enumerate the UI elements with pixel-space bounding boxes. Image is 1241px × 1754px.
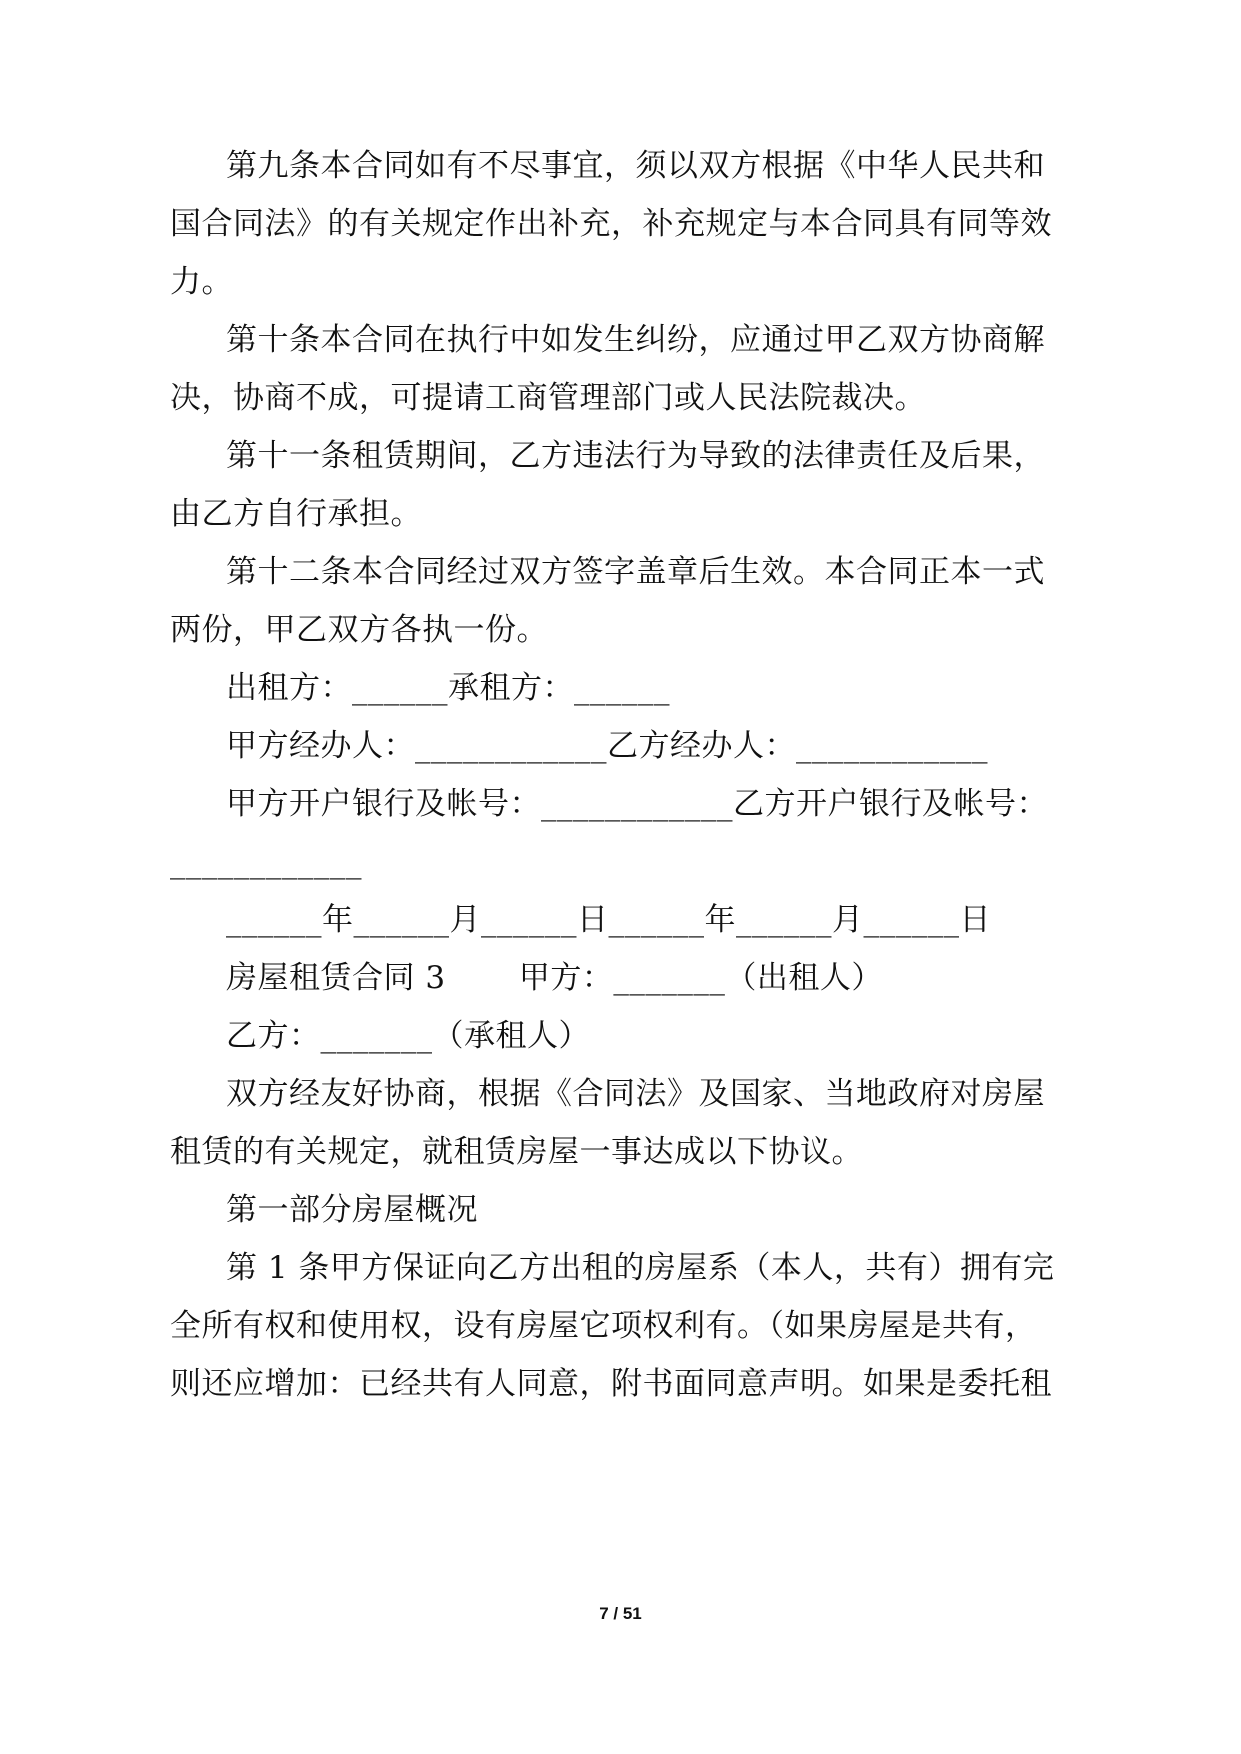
text-line: 力。: [170, 264, 233, 300]
text-line: 由乙方自行承担。: [170, 496, 422, 532]
signature-line-bank-accounts: 甲方开户银行及帐号：____________乙方开户银行及帐号：: [226, 786, 1048, 822]
text-line: 双方经友好协商，根据《合同法》及国家、当地政府对房屋: [226, 1076, 1045, 1112]
text-line: 两份，甲乙双方各执一份。: [170, 612, 548, 648]
text-line: 乙方：_______（承租人）: [226, 1018, 590, 1054]
page-number: 7 / 51: [599, 1604, 642, 1623]
contract-heading: 房屋租赁合同 3 甲方：_______（出租人）: [226, 960, 883, 996]
signature-line-agents: 甲方经办人：____________乙方经办人：____________: [226, 728, 988, 764]
text-line: 第十条本合同在执行中如发生纠纷，应通过甲乙双方协商解: [226, 322, 1045, 358]
text-line: 第 1 条甲方保证向乙方出租的房屋系（本人，共有）拥有完: [226, 1250, 1055, 1286]
section-heading: 第一部分房屋概况: [226, 1192, 478, 1228]
text-line: 第十一条租赁期间，乙方违法行为导致的法律责任及后果，: [226, 438, 1045, 474]
signature-line-parties: 出租方：______承租方：______: [226, 670, 670, 706]
text-line: 全所有权和使用权，设有房屋它项权利有。（如果房屋是共有，: [170, 1308, 1037, 1344]
text-line: 租赁的有关规定，就租赁房屋一事达成以下协议。: [170, 1134, 863, 1170]
text-line: 第九条本合同如有不尽事宜，须以双方根据《中华人民共和: [226, 148, 1045, 184]
text-line: 决，协商不成，可提请工商管理部门或人民法院裁决。: [170, 380, 926, 416]
text-line: 国合同法》的有关规定作出补充，补充规定与本合同具有同等效: [170, 206, 1052, 242]
text-line: 则还应增加：已经共有人同意，附书面同意声明。如果是委托租: [170, 1366, 1052, 1402]
date-line: ______年______月______日______年______月______日: [226, 902, 991, 938]
text-line: 第十二条本合同经过双方签字盖章后生效。本合同正本一式: [226, 554, 1045, 590]
signature-line-blank: ____________: [170, 844, 362, 880]
